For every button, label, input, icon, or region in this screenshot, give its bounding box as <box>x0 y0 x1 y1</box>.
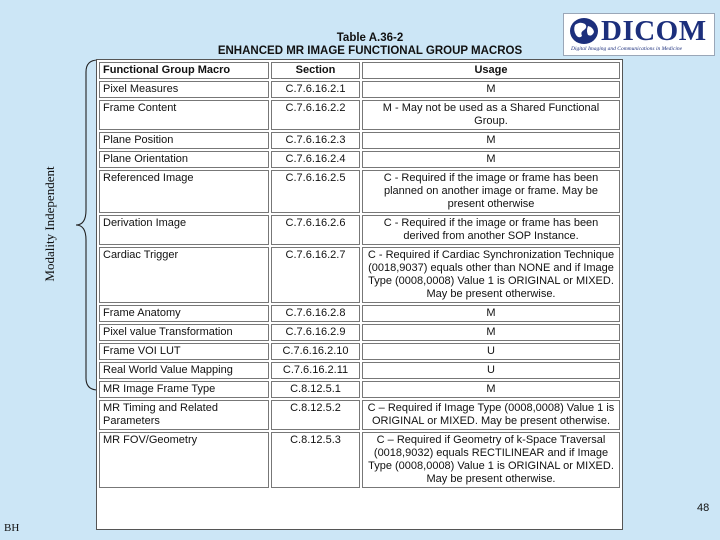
cell-usage: M - May not be used as a Shared Functional Group. <box>362 100 620 130</box>
cell-section: C.7.6.16.2.2 <box>271 100 360 130</box>
side-label: Modality Independent <box>42 166 57 282</box>
table-row <box>99 100 620 130</box>
table-row <box>99 132 620 149</box>
cell-section: C.7.6.16.2.11 <box>271 362 360 379</box>
cell-macro: MR Image Frame Type <box>99 381 269 398</box>
table-title: Table A.36-2 <box>336 32 404 44</box>
logo-wordmark: DICOM <box>601 15 707 47</box>
dicom-logo <box>563 13 715 56</box>
author-initials: BH <box>4 522 20 534</box>
logo-tagline: Digital Imaging and Communications in Medicine <box>571 46 683 52</box>
cell-usage: C – Required if Geometry of k-Space Traversal (0018,9032) equals RECTILINEAR and if Image Type (0008,0008) Value 1 is ORIGINAL or MIXED. May be present otherwise. <box>362 432 620 488</box>
cell-macro: MR Timing and Related Parameters <box>99 400 269 430</box>
cell-section: C.7.6.16.2.1 <box>271 81 360 98</box>
table-row <box>99 247 620 303</box>
cell-usage: C - Required if the image or frame has been planned on another image or frame. May be present otherwise <box>362 170 620 213</box>
cell-usage: M <box>362 305 620 322</box>
cell-section: C.7.6.16.2.5 <box>271 170 360 213</box>
cell-macro: Referenced Image <box>99 170 269 213</box>
table-row <box>99 324 620 341</box>
cell-section: C.8.12.5.1 <box>271 381 360 398</box>
cell-usage: C – Required if Image Type (0008,0008) Value 1 is ORIGINAL or MIXED. May be present otherwise. <box>362 400 620 430</box>
header-macro: Functional Group Macro <box>99 62 269 79</box>
table-subtitle: ENHANCED MR IMAGE FUNCTIONAL GROUP MACROS <box>217 45 523 57</box>
cell-section: C.7.6.16.2.9 <box>271 324 360 341</box>
cell-section: C.7.6.16.2.6 <box>271 215 360 245</box>
cell-macro: Plane Position <box>99 132 269 149</box>
cell-section: C.8.12.5.3 <box>271 432 360 488</box>
cell-usage: U <box>362 362 620 379</box>
cell-section: C.7.6.16.2.8 <box>271 305 360 322</box>
cell-usage: M <box>362 324 620 341</box>
cell-section: C.7.6.16.2.10 <box>271 343 360 360</box>
cell-macro: Plane Orientation <box>99 151 269 168</box>
table-row <box>99 81 620 98</box>
table-row <box>99 432 620 488</box>
macro-table <box>96 59 623 530</box>
cell-usage: M <box>362 151 620 168</box>
table-row <box>99 343 620 360</box>
table-row <box>99 400 620 430</box>
cell-usage: U <box>362 343 620 360</box>
header-usage: Usage <box>362 62 620 79</box>
cell-usage: M <box>362 132 620 149</box>
table-header-row <box>99 62 620 79</box>
cell-macro: MR FOV/Geometry <box>99 432 269 488</box>
cell-macro: Pixel Measures <box>99 81 269 98</box>
table-row <box>99 215 620 245</box>
cell-macro: Pixel value Transformation <box>99 324 269 341</box>
cell-macro: Frame VOI LUT <box>99 343 269 360</box>
cell-macro: Real World Value Mapping <box>99 362 269 379</box>
cell-section: C.8.12.5.2 <box>271 400 360 430</box>
table-row <box>99 305 620 322</box>
cell-usage: C - Required if the image or frame has been derived from another SOP Instance. <box>362 215 620 245</box>
cell-macro: Cardiac Trigger <box>99 247 269 303</box>
cell-usage: C - Required if Cardiac Synchronization Technique (0018,9037) equals other than NONE and if Image Type (0008,0008) Value 1 is ORIGINAL or MIXED. May be present otherwise. <box>362 247 620 303</box>
header-section: Section <box>271 62 360 79</box>
table-row <box>99 362 620 379</box>
table-row <box>99 151 620 168</box>
cell-usage: M <box>362 81 620 98</box>
cell-macro: Frame Content <box>99 100 269 130</box>
cell-usage: M <box>362 381 620 398</box>
cell-section: C.7.6.16.2.7 <box>271 247 360 303</box>
cell-macro: Frame Anatomy <box>99 305 269 322</box>
table-row <box>99 170 620 213</box>
globe-icon <box>569 17 599 45</box>
table-row <box>99 381 620 398</box>
page-number: 48 <box>697 502 710 514</box>
cell-section: C.7.6.16.2.3 <box>271 132 360 149</box>
cell-macro: Derivation Image <box>99 215 269 245</box>
cell-section: C.7.6.16.2.4 <box>271 151 360 168</box>
